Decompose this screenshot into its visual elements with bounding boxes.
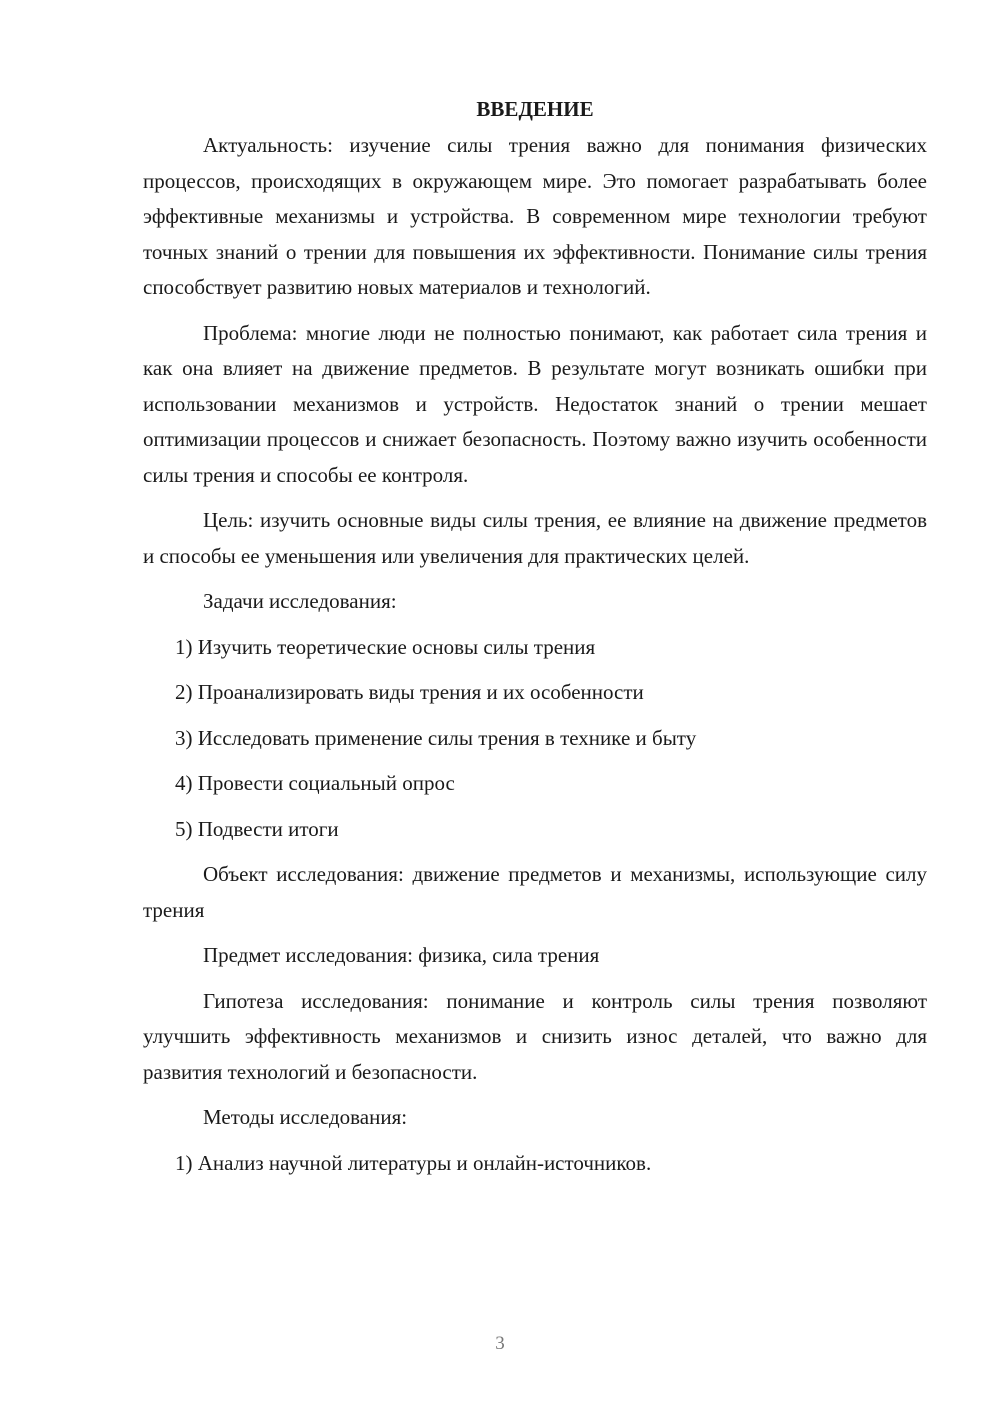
list-item: 3) Исследовать применение силы трения в технике и быту (175, 725, 697, 750)
tasks-list (143, 630, 927, 848)
hypothesis-paragraph: Гипотеза исследования: понимание и контроль силы трения позволяют улучшить эффективность механизмов и снизить износ деталей, что важно для развития технологий и безопасности. (143, 988, 927, 1084)
goal-paragraph: Цель: изучить основные виды силы трения, ее влияние на движение предметов и способы ее уменьшения или увеличения для практических целей. (143, 508, 927, 568)
page-number: 3 (495, 1333, 505, 1354)
methods-heading: Методы исследования: (203, 1105, 408, 1129)
subject-paragraph: Предмет исследования: физика, сила трения (203, 943, 600, 967)
list-item: 1) Изучить теоретические основы силы трения (175, 634, 596, 659)
problem-paragraph: Проблема: многие люди не полностью понимают, как работает сила трения и как она влияет на движение предметов. В результате могут возникать ошибки при использовании механизмов и устройств. Недостаток знаний о трении мешает оптимизации процессов и снижает безопасность. Поэтому важно изучить особенности силы трения и способы ее контроля. (143, 320, 927, 487)
list-item: 1) Анализ научной литературы и онлайн-источников. (175, 1150, 652, 1175)
document-body (143, 92, 927, 1191)
object-paragraph: Объект исследования: движение предметов и механизмы, использующие силу трения (143, 862, 927, 922)
tasks-heading: Задачи исследования: (203, 589, 397, 613)
list-item: 4) Провести социальный опрос (175, 771, 455, 795)
relevance-paragraph: Актуальность: изучение силы трения важно для понимания физических процессов, происходящих в окружающем мире. Это помогает разрабатывать более эффективные механизмы и устройства. В современном мире технологии требуют точных знаний о трении для повышения их эффективности. Понимание силы трения способствует развитию новых материалов и технологий. (143, 133, 927, 299)
page-title: ВВЕДЕНИЕ (476, 97, 594, 121)
methods-list (143, 1146, 927, 1182)
list-item: 2) Проанализировать виды трения и их особенности (175, 680, 644, 704)
list-item: 5) Подвести итоги (175, 816, 339, 841)
